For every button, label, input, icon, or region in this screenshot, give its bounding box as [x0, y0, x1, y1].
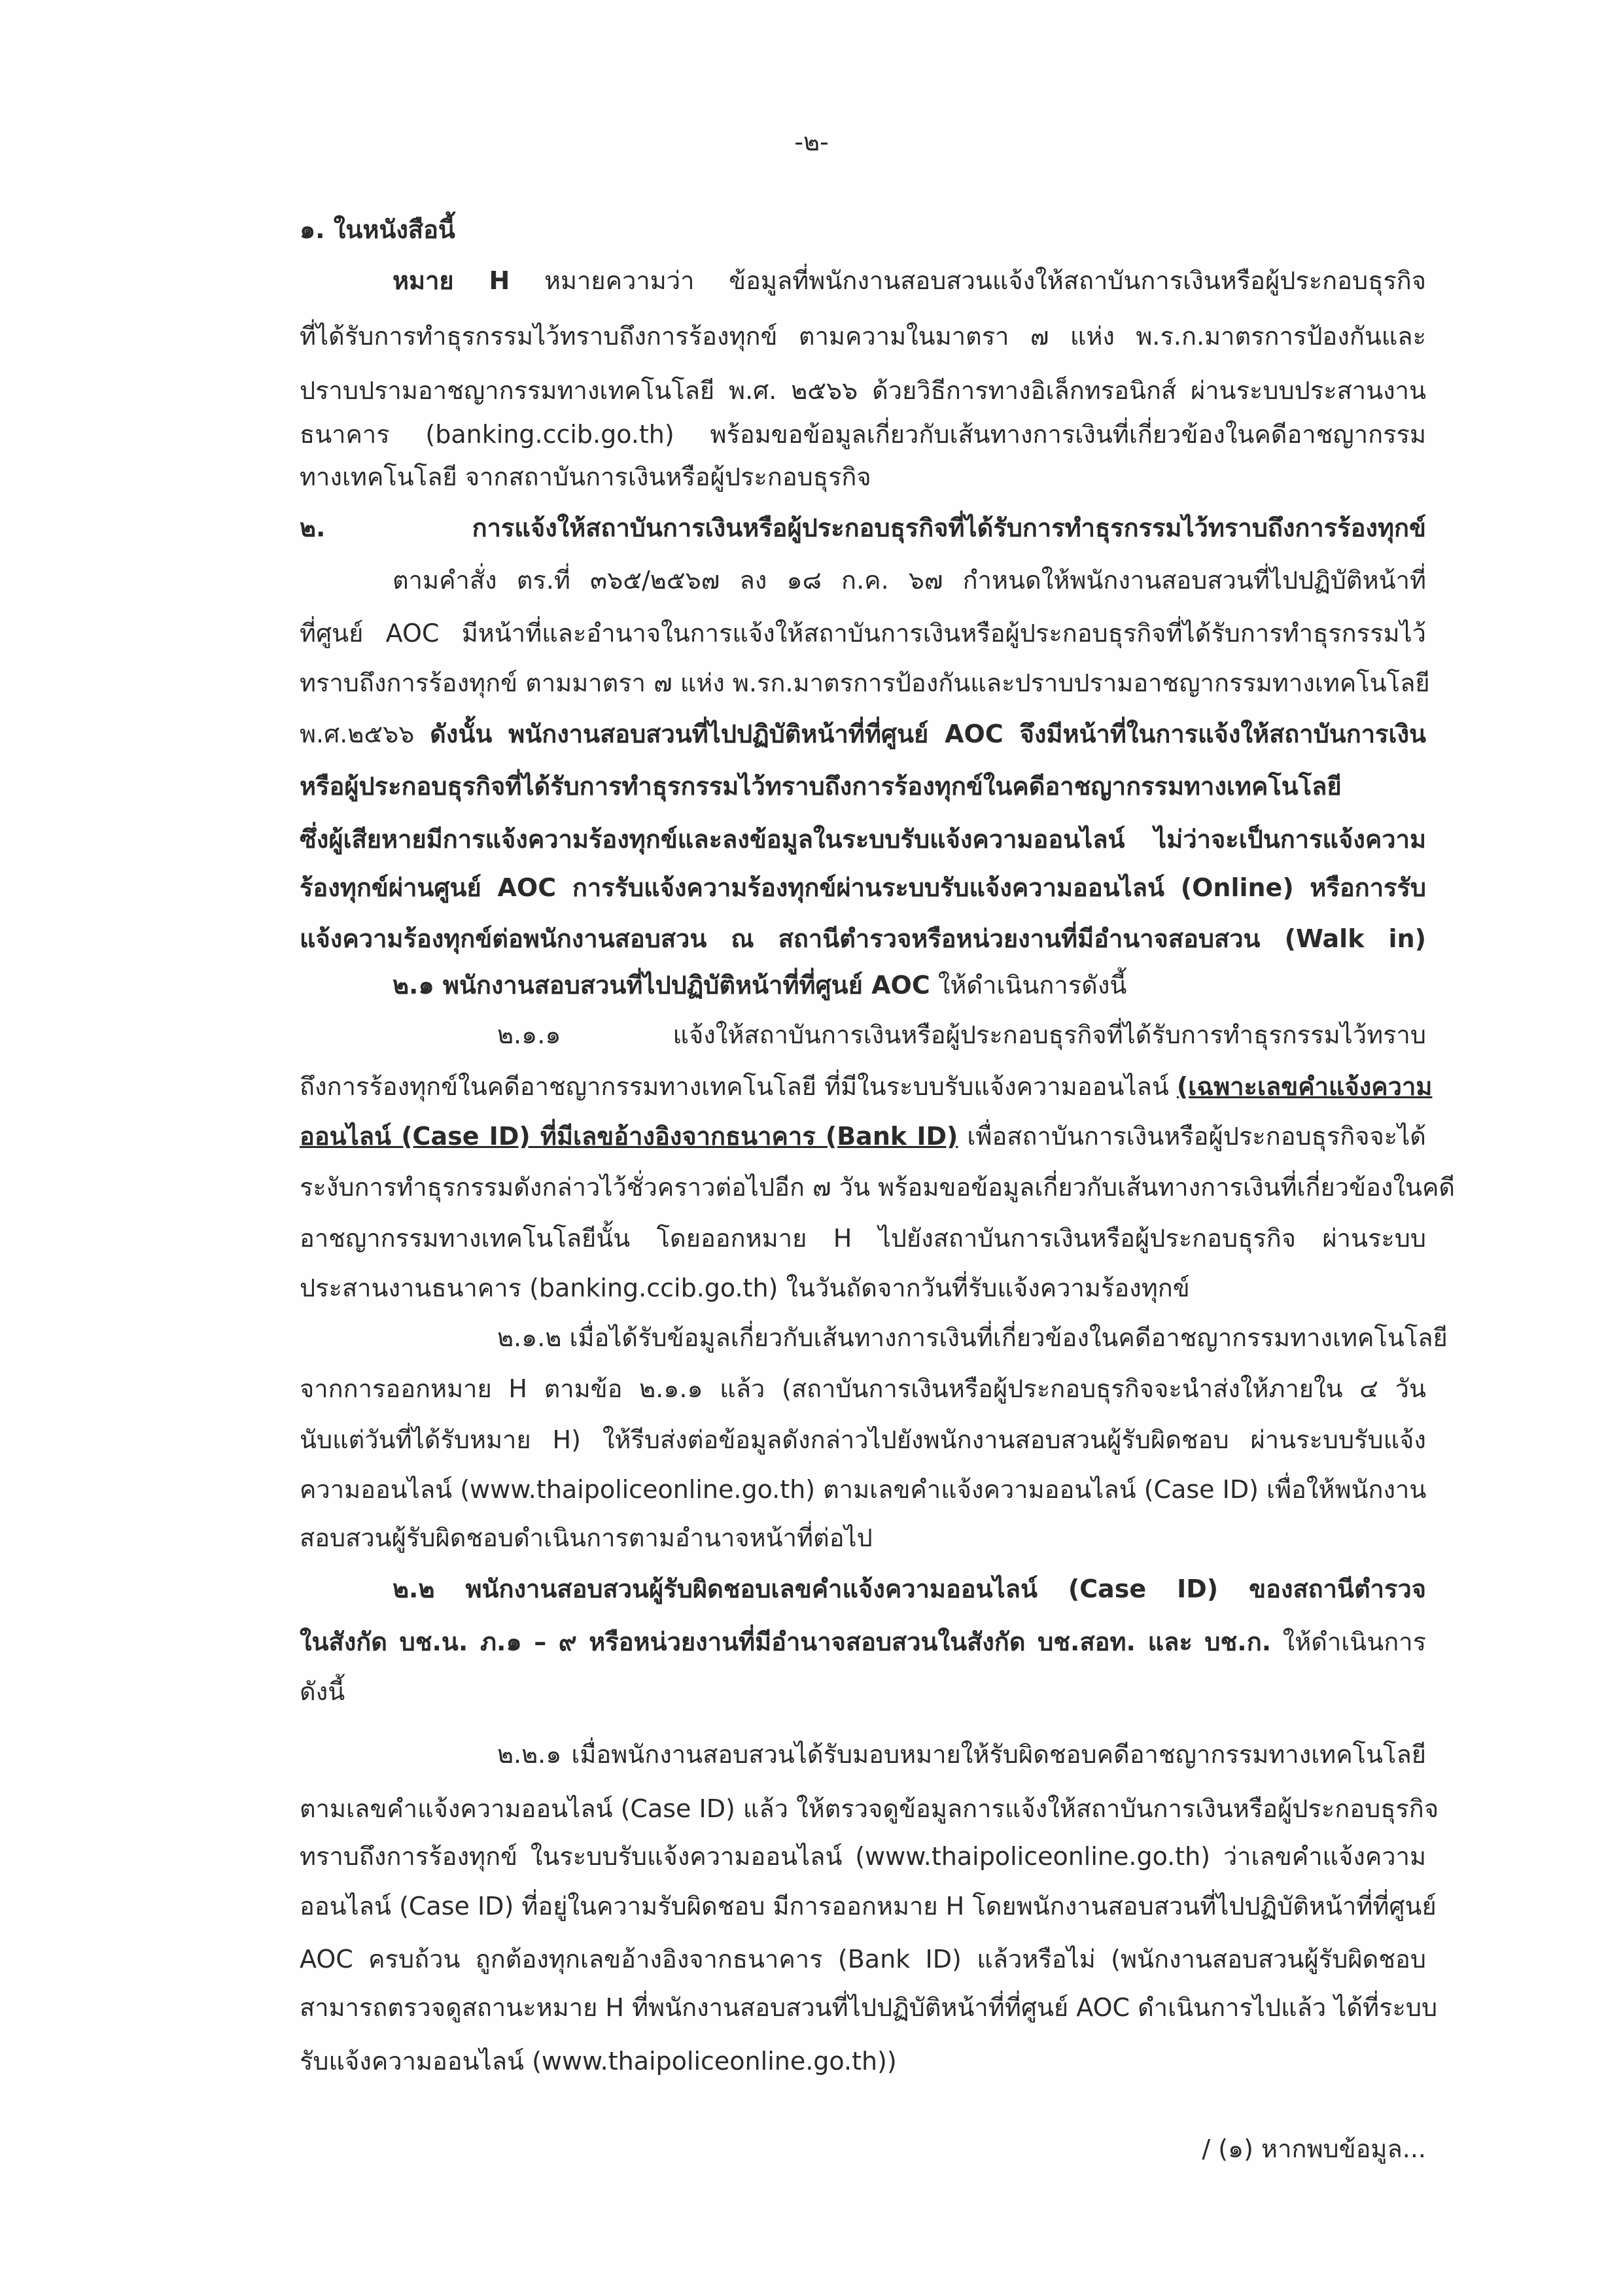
text-line — [300, 1936, 1426, 1982]
text-line — [300, 1366, 1426, 1412]
text-segment: ๒.๒.๑ เมื่อพนักงานสอบสวนได้รับมอบหมายให้รับผิดชอบคดีอาชญากรรมทางเทคโนโลยี — [497, 1740, 1426, 1769]
text-segment: หรือผู้ประกอบธุรกิจที่ได้รับการทำธุรกรรมไว้ทราบถึงการร้องทุกข์ในคดีอาชญากรรมทางเทคโนโลยี — [300, 772, 1342, 801]
text-line — [300, 1834, 1426, 1879]
text-segment: ระงับการทำธุรกรรมดังกล่าวไว้ชั่วคราวต่อไปอีก ๗ วัน พร้อมขอข้อมูลเกี่ยวกับเส้นทางการเงินที่เกี่ยวข้องในคดี — [300, 1172, 1456, 1202]
text-segment: ธนาคาร (banking.ccib.go.th) พร้อมขอข้อมูลเกี่ยวกับเส้นทางการเงินที่เกี่ยวข้องในคดีอาชญากรรม — [300, 419, 1426, 449]
text-line — [300, 1215, 1426, 1261]
text-segment: ๒.๑ พนักงานสอบสวนที่ไปปฏิบัติหน้าที่ที่ศูนย์ AOC — [393, 971, 930, 1000]
text-segment: ออนไลน์ (Case ID) ที่มีเลขอ้างอิงจากธนาคาร (Bank ID) — [300, 1121, 958, 1151]
text-segment: อาชญากรรมทางเทคโนโลยีนั้น โดยออกหมาย H ไปยังสถาบันการเงินหรือผู้ประกอบธุรกิจ ผ่านระบบ — [300, 1224, 1426, 1253]
text-line — [300, 763, 1426, 809]
text-line — [300, 610, 1426, 656]
text-segment: ดังนี้ — [300, 1677, 345, 1706]
text-line — [300, 1164, 1456, 1210]
text-line — [300, 916, 1426, 962]
text-segment: ๒.๒ พนักงานสอบสวนผู้รับผิดชอบเลขคำแจ้งความออนไลน์ (Case ID) ของสถานีตำรวจ — [393, 1574, 1426, 1604]
text-line — [300, 2038, 1426, 2084]
text-segment: ร้องทุกข์ผ่านศูนย์ AOC การรับแจ้งความร้องทุกข์ผ่านระบบรับแจ้งความออนไลน์ (Online) หรือการรับ — [300, 873, 1426, 902]
text-segment: (เฉพาะเลขคำแจ้งความ — [1176, 1071, 1433, 1101]
text-segment: รับแจ้งความออนไลน์ (www.thaipoliceonline.go.th)) — [300, 2047, 897, 2076]
text-line — [497, 1731, 1426, 1777]
text-line — [300, 313, 1426, 359]
text-line — [300, 1883, 1437, 1929]
text-line — [393, 557, 1426, 603]
text-segment: เพื่อสถาบันการเงินหรือผู้ประกอบธุรกิจจะได้ — [958, 1121, 1426, 1151]
text-line — [497, 1315, 1448, 1361]
text-segment: หมายความว่า ข้อมูลที่พนักงานสอบสวนแจ้งให้สถาบันการเงินหรือผู้ประกอบธุรกิจ — [510, 266, 1427, 296]
text-segment: ๒. การแจ้งให้สถาบันการเงินหรือผู้ประกอบธุรกิจที่ได้รับการทำธุรกรรมไว้ทราบถึงการร้องทุกข์ — [300, 513, 1426, 542]
text-segment: แจ้งความร้องทุกข์ต่อพนักงานสอบสวน ณ สถานีตำรวจหรือหน่วยงานที่มีอำนาจสอบสวน (Walk in) — [300, 924, 1426, 953]
text-line — [300, 1064, 1433, 1109]
text-line — [300, 454, 1426, 500]
text-segment: พ.ศ.๒๕๖๖ — [300, 719, 430, 748]
text-segment: ทางเทคโนโลยี จากสถาบันการเงินหรือผู้ประกอบธุรกิจ — [300, 462, 871, 491]
text-segment: ในสังกัด บช.น. ภ.๑ – ๙ หรือหน่วยงานที่มีอำนาจสอบสวนในสังกัด บช.สอท. และ บช.ก. — [300, 1627, 1272, 1656]
text-line — [300, 865, 1426, 911]
text-line — [300, 207, 1426, 252]
text-segment: ทราบถึงการร้องทุกข์ ตามมาตรา ๗ แห่ง พ.รก.มาตรการป้องกันและปราบปรามอาชญากรรมทางเทคโนโลยี — [300, 668, 1430, 697]
text-line — [393, 962, 1426, 1008]
text-segment: ๒.๑.๒ เมื่อได้รับข้อมูลเกี่ยวกับเส้นทางการเงินที่เกี่ยวข้องในคดีอาชญากรรมทางเทคโนโลยี — [497, 1323, 1448, 1353]
text-line — [300, 1417, 1426, 1463]
text-segment: ให้ดำเนินการ — [1271, 1627, 1426, 1656]
text-line — [300, 1467, 1426, 1512]
text-segment: ความออนไลน์ (www.thaipoliceonline.go.th) ตามเลขคำแจ้งความออนไลน์ (Case ID) เพื่อให้พนักงาน — [300, 1475, 1427, 1505]
text-line — [300, 1515, 1426, 1561]
text-segment: ทราบถึงการร้องทุกข์ ในระบบรับแจ้งความออนไลน์ (www.thaipoliceonline.go.th) ว่าเลขคำแจ้งความ — [300, 1842, 1426, 1871]
text-line — [393, 1566, 1426, 1612]
text-segment: หมาย H — [393, 266, 510, 296]
text-line — [300, 1669, 1426, 1714]
text-line — [300, 505, 1426, 551]
text-segment: ดังนั้น พนักงานสอบสวนที่ไปปฏิบัติหน้าที่ที่ศูนย์ AOC จึงมีหน้าที่ในการแจ้งให้สถาบันการเงิน — [430, 719, 1426, 748]
text-line — [300, 1265, 1426, 1311]
text-line — [300, 368, 1426, 413]
continuation-note: / (๑) หากพบข้อมูล... — [1202, 2134, 1426, 2163]
text-segment: ที่ได้รับการทำธุรกรรมไว้ทราบถึงการร้องทุกข์ ตามความในมาตรา ๗ แห่ง พ.ร.ก.มาตรการป้องกันและ — [300, 322, 1426, 351]
text-segment: ตามคำสั่ง ตร.ที่ ๓๖๕/๒๕๖๗ ลง ๑๘ ก.ค. ๖๗ กำหนดให้พนักงานสอบสวนที่ไปปฏิบัติหน้าที่ — [393, 566, 1426, 595]
text-segment: ประสานงานธนาคาร (banking.ccib.go.th) ในวันถัดจากวันที่รับแจ้งความร้องทุกข์ — [300, 1274, 1190, 1303]
text-line — [300, 1786, 1439, 1832]
text-segment: ๑. ในหนังสือนี้ — [300, 215, 455, 244]
text-line — [300, 816, 1426, 862]
text-segment: ให้ดำเนินการดังนี้ — [930, 971, 1127, 1000]
text-line — [497, 1012, 1426, 1058]
text-segment: นับแต่วันที่ได้รับหมาย H) ให้รีบส่งต่อข้อมูลดังกล่าวไปยังพนักงานสอบสวนผู้รับผิดชอบ ผ่านระบบรับแจ้ง — [300, 1425, 1426, 1455]
text-segment: จากการออกหมาย H ตามข้อ ๒.๑.๑ แล้ว (สถาบันการเงินหรือผู้ประกอบธุรกิจจะนำส่งให้ภายใน ๔ วัน — [300, 1374, 1426, 1404]
text-segment: ปราบปรามอาชญากรรมทางเทคโนโลยี พ.ศ. ๒๕๖๖ ด้วยวิธีการทางอิเล็กทรอนิกส์ ผ่านระบบประสานงาน — [300, 375, 1426, 405]
text-segment: สอบสวนผู้รับผิดชอบดำเนินการตามอำนาจหน้าที่ต่อไป — [300, 1523, 873, 1553]
text-segment: ๒.๑.๑ แจ้งให้สถาบันการเงินหรือผู้ประกอบธุรกิจที่ได้รับการทำธุรกรรมไว้ทราบ — [497, 1020, 1426, 1050]
page-number: -๒- — [794, 128, 829, 156]
text-segment: ถึงการร้องทุกข์ในคดีอาชญากรรมทางเทคโนโลยี ที่มีในระบบรับแจ้งความออนไลน์ — [300, 1071, 1177, 1101]
text-segment: ออนไลน์ (Case ID) ที่อยู่ในความรับผิดชอบ มีการออกหมาย H โดยพนักงานสอบสวนที่ไปปฏิบัติหน้าที่ที่ศูนย์ — [300, 1892, 1437, 1921]
text-line — [300, 660, 1430, 706]
text-segment: ซึ่งผู้เสียหายมีการแจ้งความร้องทุกข์และลงข้อมูลในระบบรับแจ้งความออนไลน์ ไม่ว่าจะเป็นการแจ้งความ — [300, 824, 1426, 854]
text-segment: สามารถตรวจดูสถานะหมาย H ที่พนักงานสอบสวนที่ไปปฏิบัติหน้าที่ที่ศูนย์ AOC ดำเนินการไปแล้ว ได้ที่ระบบ — [300, 1992, 1438, 2022]
text-line — [300, 711, 1426, 757]
text-segment: ตามเลขคำแจ้งความออนไลน์ (Case ID) แล้ว ให้ตรวจดูข้อมูลการแจ้งให้สถาบันการเงินหรือผู้ประกอบธุรกิจ — [300, 1794, 1439, 1823]
text-line — [300, 1113, 1426, 1159]
text-line — [300, 1619, 1426, 1665]
text-line — [300, 1985, 1438, 2030]
text-line — [393, 258, 1426, 304]
text-segment: AOC ครบถ้วน ถูกต้องทุกเลขอ้างอิงจากธนาคาร (Bank ID) แล้วหรือไม่ (พนักงานสอบสวนผู้รับผิดชอบ — [300, 1944, 1426, 1974]
text-line — [300, 411, 1426, 457]
text-segment: ที่ศูนย์ AOC มีหน้าที่และอำนาจในการแจ้งให้สถาบันการเงินหรือผู้ประกอบธุรกิจที่ได้รับการทำธุรกรรมไว้ — [300, 618, 1426, 648]
